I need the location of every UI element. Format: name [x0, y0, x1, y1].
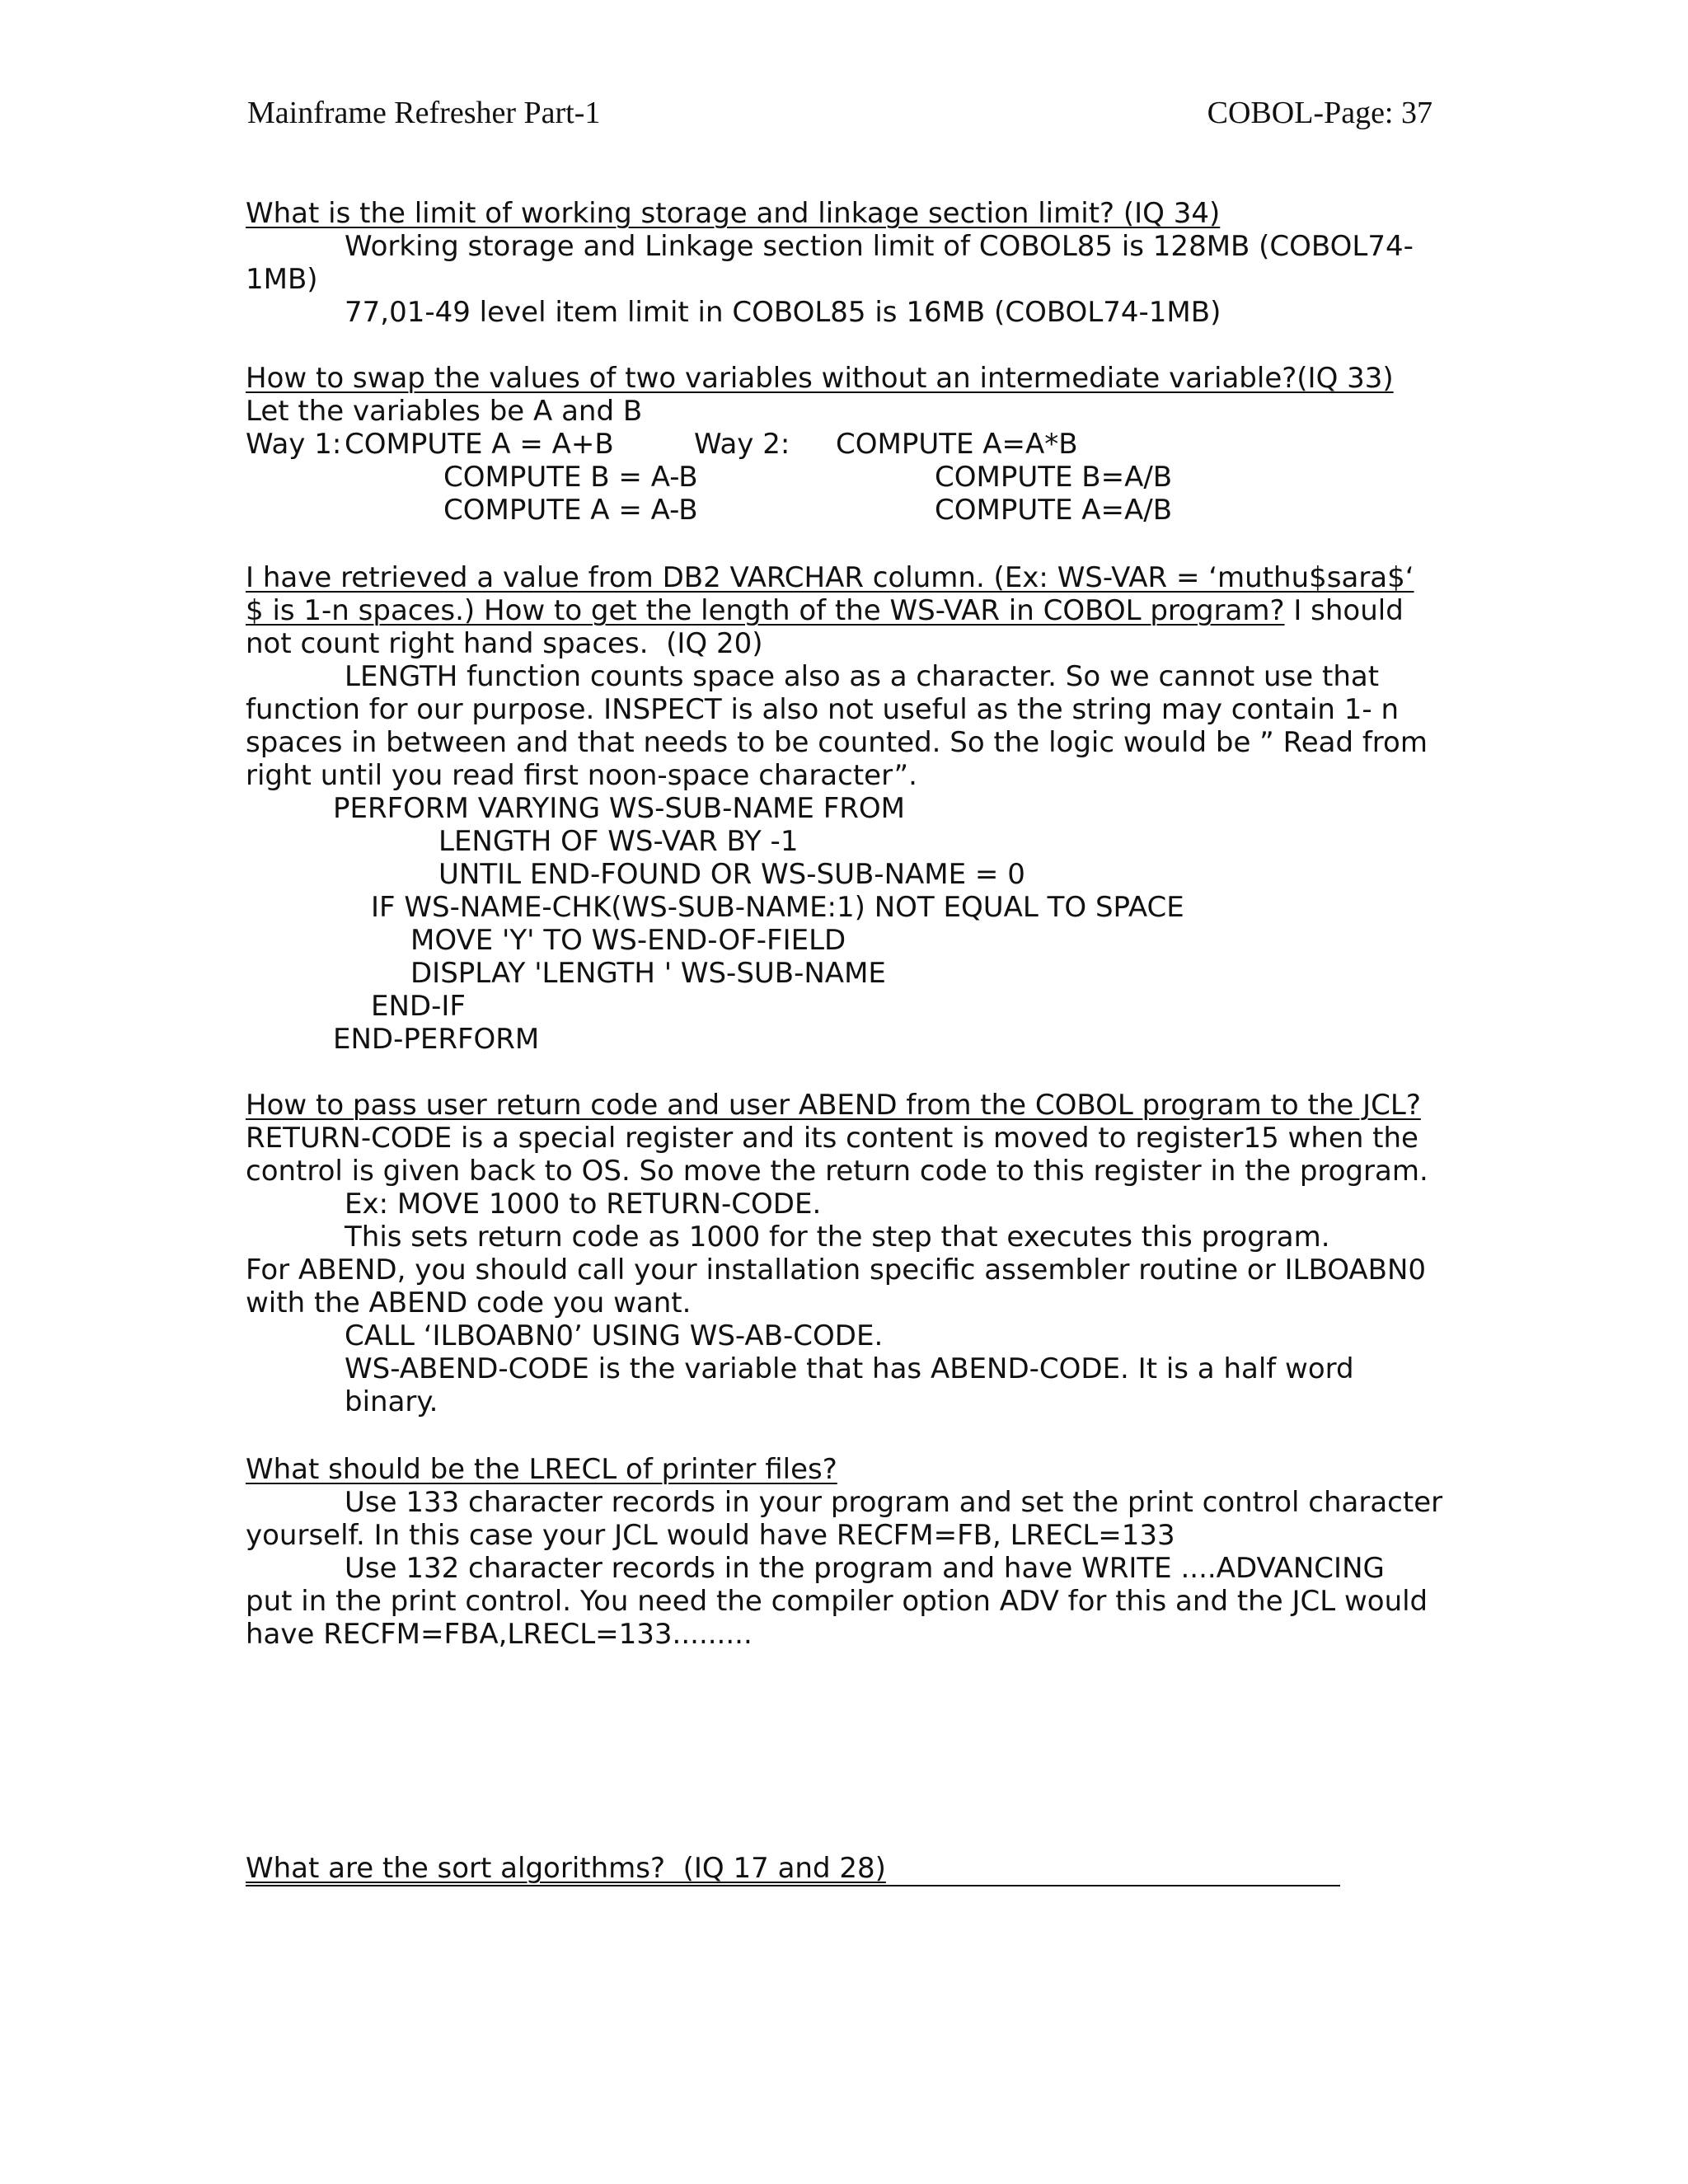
question-varchar-length-2-underlined: $ is 1-n spaces.) How to get the length of the WS-VAR in COBOL program?	[246, 594, 1285, 627]
way1-label: Way 1:	[246, 428, 342, 461]
code-line-5: MOVE 'Y' TO WS-END-OF-FIELD	[410, 924, 846, 957]
answer-storage-line-1: Working storage and Linkage section limit of COBOL85 is 128MB (COBOL74-	[345, 230, 1414, 263]
answer-storage-line-2: 77,01-49 level item limit in COBOL85 is 16MB (COBOL74-1MB)	[345, 296, 1221, 329]
question-varchar-length-3: not count right hand spaces. (IQ 20)	[246, 627, 763, 660]
question-lrecl-printer: What should be the LRECL of printer files?	[246, 1453, 837, 1486]
document-header-title: Mainframe Refresher Part-1	[247, 96, 601, 130]
question-varchar-length-2	[246, 594, 1404, 627]
way2-step-2: COMPUTE B=A/B	[935, 461, 1173, 494]
return-code-line-7: CALL ‘ILBOABN0’ USING WS-AB-CODE.	[345, 1319, 884, 1352]
varchar-answer-line-4: right until you read first noon-space character”.	[246, 759, 917, 792]
varchar-answer-line-3: spaces in between and that needs to be counted. So the logic would be ” Read from	[246, 726, 1428, 759]
lrecl-line-2: yourself. In this case your JCL would have RECFM=FB, LRECL=133	[246, 1519, 1175, 1552]
return-code-line-5: For ABEND, you should call your installation specific assembler routine or ILBOABN0	[246, 1254, 1427, 1286]
return-code-line-8: WS-ABEND-CODE is the variable that has ABEND-CODE. It is a half word	[345, 1352, 1354, 1385]
return-code-line-9: binary.	[345, 1385, 438, 1418]
way1-step-3: COMPUTE A = A-B	[443, 494, 698, 527]
way2-step-3: COMPUTE A=A/B	[935, 494, 1173, 527]
way2-label: Way 2:	[694, 428, 790, 461]
answer-storage-line-1-cont: 1MB)	[246, 263, 318, 296]
return-code-line-6: with the ABEND code you want.	[246, 1286, 692, 1319]
question-swap-variables: How to swap the values of two variables without an intermediate variable?(IQ 33)	[246, 362, 1394, 395]
code-line-1: PERFORM VARYING WS-SUB-NAME FROM	[333, 792, 905, 825]
question-varchar-length-2-tail: I should	[1284, 594, 1404, 627]
question-storage-limit: What is the limit of working storage and linkage section limit? (IQ 34)	[246, 197, 1221, 230]
return-code-line-3: Ex: MOVE 1000 to RETURN-CODE.	[345, 1188, 822, 1221]
sort-question-underline-rule	[246, 1885, 1340, 1886]
question-varchar-length-1: I have retrieved a value from DB2 VARCHAR column. (Ex: WS-VAR = ‘muthu$sara$‘	[246, 561, 1414, 594]
code-line-3: UNTIL END-FOUND OR WS-SUB-NAME = 0	[438, 858, 1025, 891]
lrecl-line-4: put in the print control. You need the compiler option ADV for this and the JCL would	[246, 1585, 1428, 1618]
return-code-line-4: This sets return code as 1000 for the step that executes this program.	[345, 1221, 1330, 1254]
varchar-answer-line-1: LENGTH function counts space also as a character. So we cannot use that	[345, 660, 1380, 693]
question-sort-algorithms: What are the sort algorithms? (IQ 17 and 28)	[246, 1852, 886, 1885]
code-line-4: IF WS-NAME-CHK(WS-SUB-NAME:1) NOT EQUAL TO SPACE	[371, 891, 1184, 924]
lrecl-line-3: Use 132 character records in the program and have WRITE ....ADVANCING	[345, 1552, 1385, 1585]
code-line-7: END-IF	[371, 990, 466, 1023]
code-line-2: LENGTH OF WS-VAR BY -1	[438, 825, 799, 858]
way1-step-2: COMPUTE B = A-B	[443, 461, 698, 494]
code-line-6: DISPLAY 'LENGTH ' WS-SUB-NAME	[410, 957, 886, 990]
lrecl-line-5: have RECFM=FBA,LRECL=133.........	[246, 1618, 753, 1651]
return-code-line-1: RETURN-CODE is a special register and its content is moved to register15 when the	[246, 1122, 1418, 1155]
lrecl-line-1: Use 133 character records in your program and set the print control character	[345, 1486, 1443, 1519]
document-page-number: COBOL-Page: 37	[1207, 96, 1432, 130]
way1-step-1: COMPUTE A = A+B	[345, 428, 614, 461]
way2-step-1: COMPUTE A=A*B	[836, 428, 1078, 461]
question-return-code: How to pass user return code and user ABEND from the COBOL program to the JCL?	[246, 1089, 1421, 1122]
swap-intro: Let the variables be A and B	[246, 395, 643, 428]
varchar-answer-line-2: function for our purpose. INSPECT is also not useful as the string may contain 1- n	[246, 693, 1400, 726]
code-line-8: END-PERFORM	[333, 1023, 540, 1056]
return-code-line-2: control is given back to OS. So move the return code to this register in the program.	[246, 1155, 1428, 1188]
